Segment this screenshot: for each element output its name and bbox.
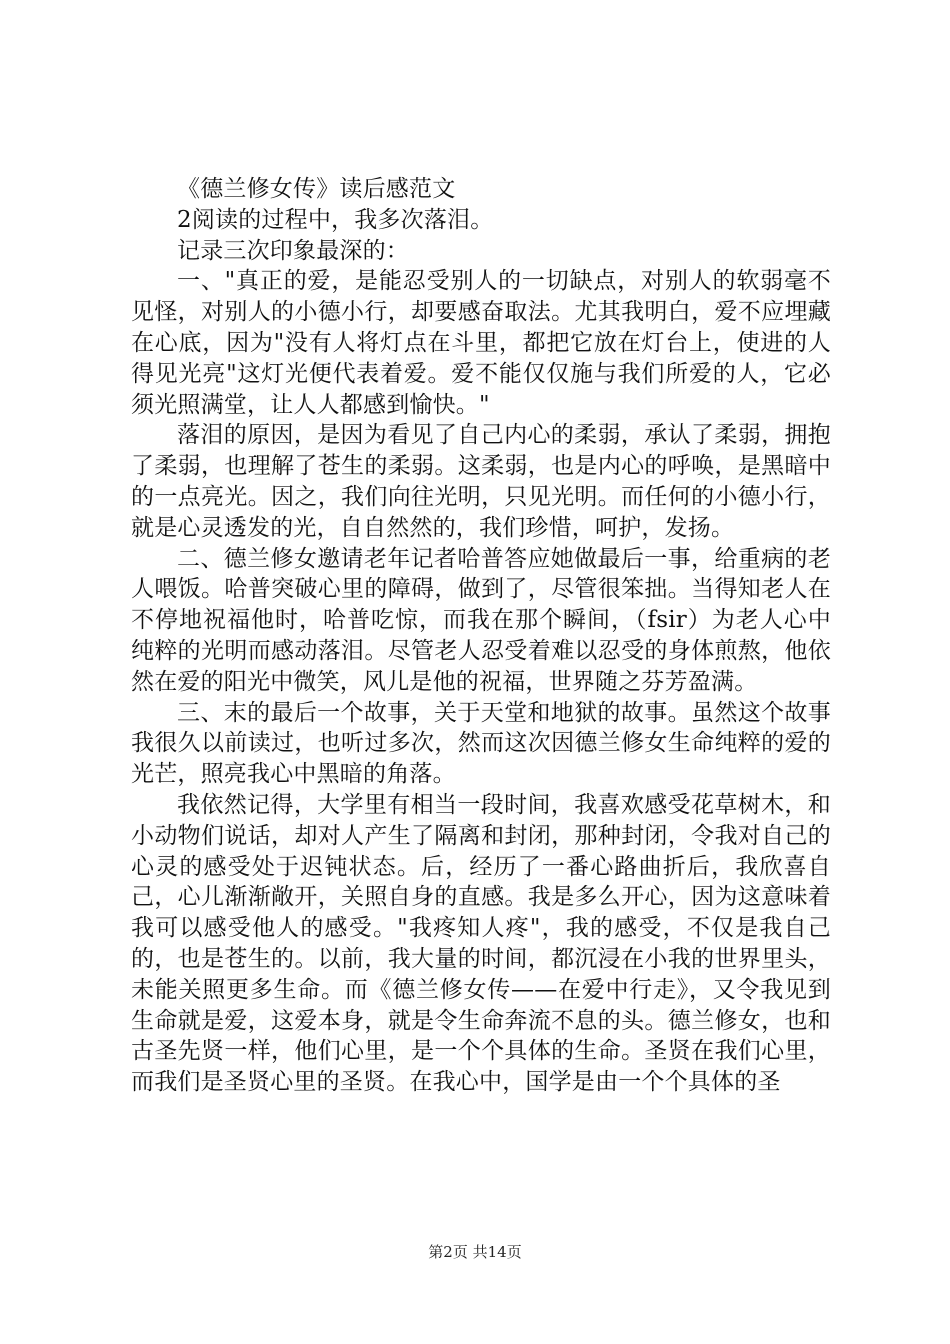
list-intro-line: 记录三次印象最深的：	[177, 237, 409, 264]
paragraph-second-impression: 二、德兰修女邀请老年记者哈普答应她做最后一事，给重病的老人喂饭。哈普突破心里的障碍，做到了，尽管很笨拙。当得知老人在不停地祝福他时，哈普吃惊，而我在那个瞬间，（fsir）为老人心中纯粹的光明而感动落泪。尽管老人忍受着难以忍受的身体煎熬，他依然在爱的阳光中微笑，风儿是他的祝福，世界随之芬芳盈满。	[131, 545, 831, 695]
page-number-footer: 第2页 共14页	[428, 1243, 522, 1261]
paragraph-first-impression: 一、"真正的爱，是能忍受别人的一切缺点，对别人的软弱毫不见怪，对别人的小德小行，却要感奋取法。尤其我明白，爱不应埋藏在心底，因为"没有人将灯点在斗里，都把它放在灯台上，使进的人得见光亮"这灯光便代表着爱。爱不能仅仅施与我们所爱的人，它必须光照满堂，让人人都感到愉快。"	[131, 268, 831, 418]
paragraph-third-impression: 三、末的最后一个故事，关于天堂和地狱的故事。虽然这个故事我很久以前读过，也听过多次，然而这次因德兰修女生命纯粹的爱的光芒，照亮我心中黑暗的角落。	[131, 699, 831, 788]
paragraph-reason-for-tears: 落泪的原因，是因为看见了自己内心的柔弱，承认了柔弱，拥抱了柔弱，也理解了苍生的柔弱。这柔弱，也是内心的呼唤，是黑暗中的一点亮光。因之，我们向往光明，只见光明。而任何的小德小行，就是心灵透发的光，自自然然的，我们珍惜，呵护，发扬。	[131, 422, 831, 541]
intro-line: 2阅读的过程中，我多次落泪。	[177, 206, 494, 233]
document-body	[131, 174, 831, 1098]
paragraph-reflection: 我依然记得，大学里有相当一段时间，我喜欢感受花草树木，和小动物们说话，却对人产生了隔离和封闭，那种封闭，令我对自己的心灵的感受处于迟钝状态。后，经历了一番心路曲折后，我欣喜自己，心儿渐渐敞开，关照自身的直感。我是多么开心，因为这意味着我可以感受他人的感受。"我疼知人疼"，我的感受，不仅是我自己的，也是苍生的。以前，我大量的时间，都沉浸在小我的世界里头，未能关照更多生命。而《德兰修女传——在爱中行走》，又令我见到生命就是爱，这爱本身，就是令生命奔流不息的头。德兰修女，也和古圣先贤一样，他们心里，是一个个具体的生命。圣贤在我们心里，而我们是圣贤心里的圣贤。在我心中，国学是由一个个具体的圣	[131, 791, 831, 1096]
document-title-line: 《德兰修女传》读后感范文	[177, 176, 456, 202]
